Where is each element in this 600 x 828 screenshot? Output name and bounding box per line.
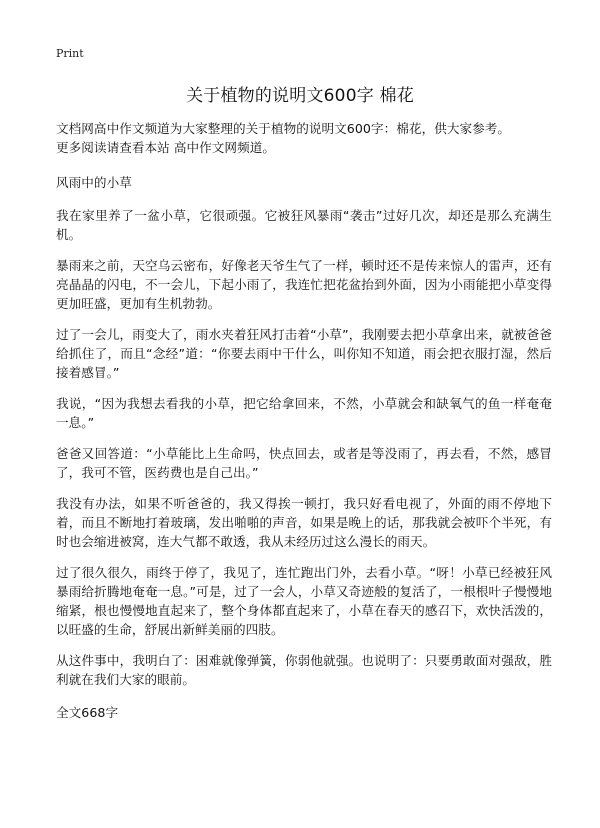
article-paragraph: 过了一会儿，雨变大了，雨水夹着狂风打击着“小草”，我刚要去把小草拿出来，就被爸爸给抓住了，而且“念经”道：“你要去雨中干什么，叫你知不知道，雨会把衣服打湿，然后接着感冒。” [56, 327, 552, 380]
article-paragraph: 我说，“因为我想去看我的小草，把它给拿回来，不然，小草就会和缺氧气的鱼一样奄奄一息。” [56, 396, 552, 430]
article-paragraph: 爸爸又回答道：“小草能比上生命吗，快点回去，或者是等没雨了，再去看，不然，感冒了，我可不管，医药费也是自己出。” [56, 446, 552, 480]
more-reading-suffix: 。 [262, 140, 276, 155]
article-subtitle: 风雨中的小草 [56, 175, 132, 190]
article-paragraph: 从这件事中，我明白了：困难就像弹簧，你弱他就强。也说明了：只要勇敢面对强敌，胜利就在我们大家的眼前。 [56, 653, 552, 687]
more-reading-prefix: 更多阅读请查看本站 [56, 140, 174, 155]
article-body [56, 119, 552, 734]
article-paragraph: 暴雨来之前，天空乌云密布，好像老天爷生气了一样，顿时还不是传来惊人的雷声，还有亮晶晶的闪电，不一会儿，下起小雨了，我连忙把花盆抬到外面，因为小雨能把小草变得更加旺盛，更加有生机勃勃。 [56, 258, 552, 311]
article-paragraph: 我没有办法，如果不听爸爸的，我又得挨一顿打，我只好看电视了，外面的雨不停地下着，而且不断地打着玻璃，发出啪啪的声音，如果是晚上的话，那我就会被吓个半死，有时也会缩进被窝，连大气都不敢透，我从未经历过这么漫长的雨天。 [56, 496, 552, 549]
intro-text: 文档网高中作文频道为大家整理的关于植物的说明文600字：棉花，供大家参考。 [56, 121, 511, 136]
more-reading-link[interactable]: 高中作文网频道 [173, 140, 263, 155]
intro-paragraph [56, 119, 552, 157]
word-count: 全文668字 [56, 705, 119, 720]
article-paragraph: 我在家里养了一盆小草，它很顽强。它被狂风暴雨“袭击”过好几次，却还是那么充满生机。 [56, 208, 552, 242]
page-title: 关于植物的说明文600字 棉花 [186, 86, 414, 106]
print-link[interactable]: Print [56, 47, 84, 60]
article-paragraph: 过了很久很久，雨终于停了，我见了，连忙跑出门外，去看小草。“呀！小草已经被狂风暴雨给折腾地奄奄一息。”可是，过了一会人，小草又奇迹般的复活了，一根根叶子慢慢地缩紧，根也慢慢地直起来了，整个身体都直起来了，小草在春天的感召下，欢快活泼的，以旺盛的生命，舒展出新鲜美丽的四肢。 [56, 565, 552, 637]
